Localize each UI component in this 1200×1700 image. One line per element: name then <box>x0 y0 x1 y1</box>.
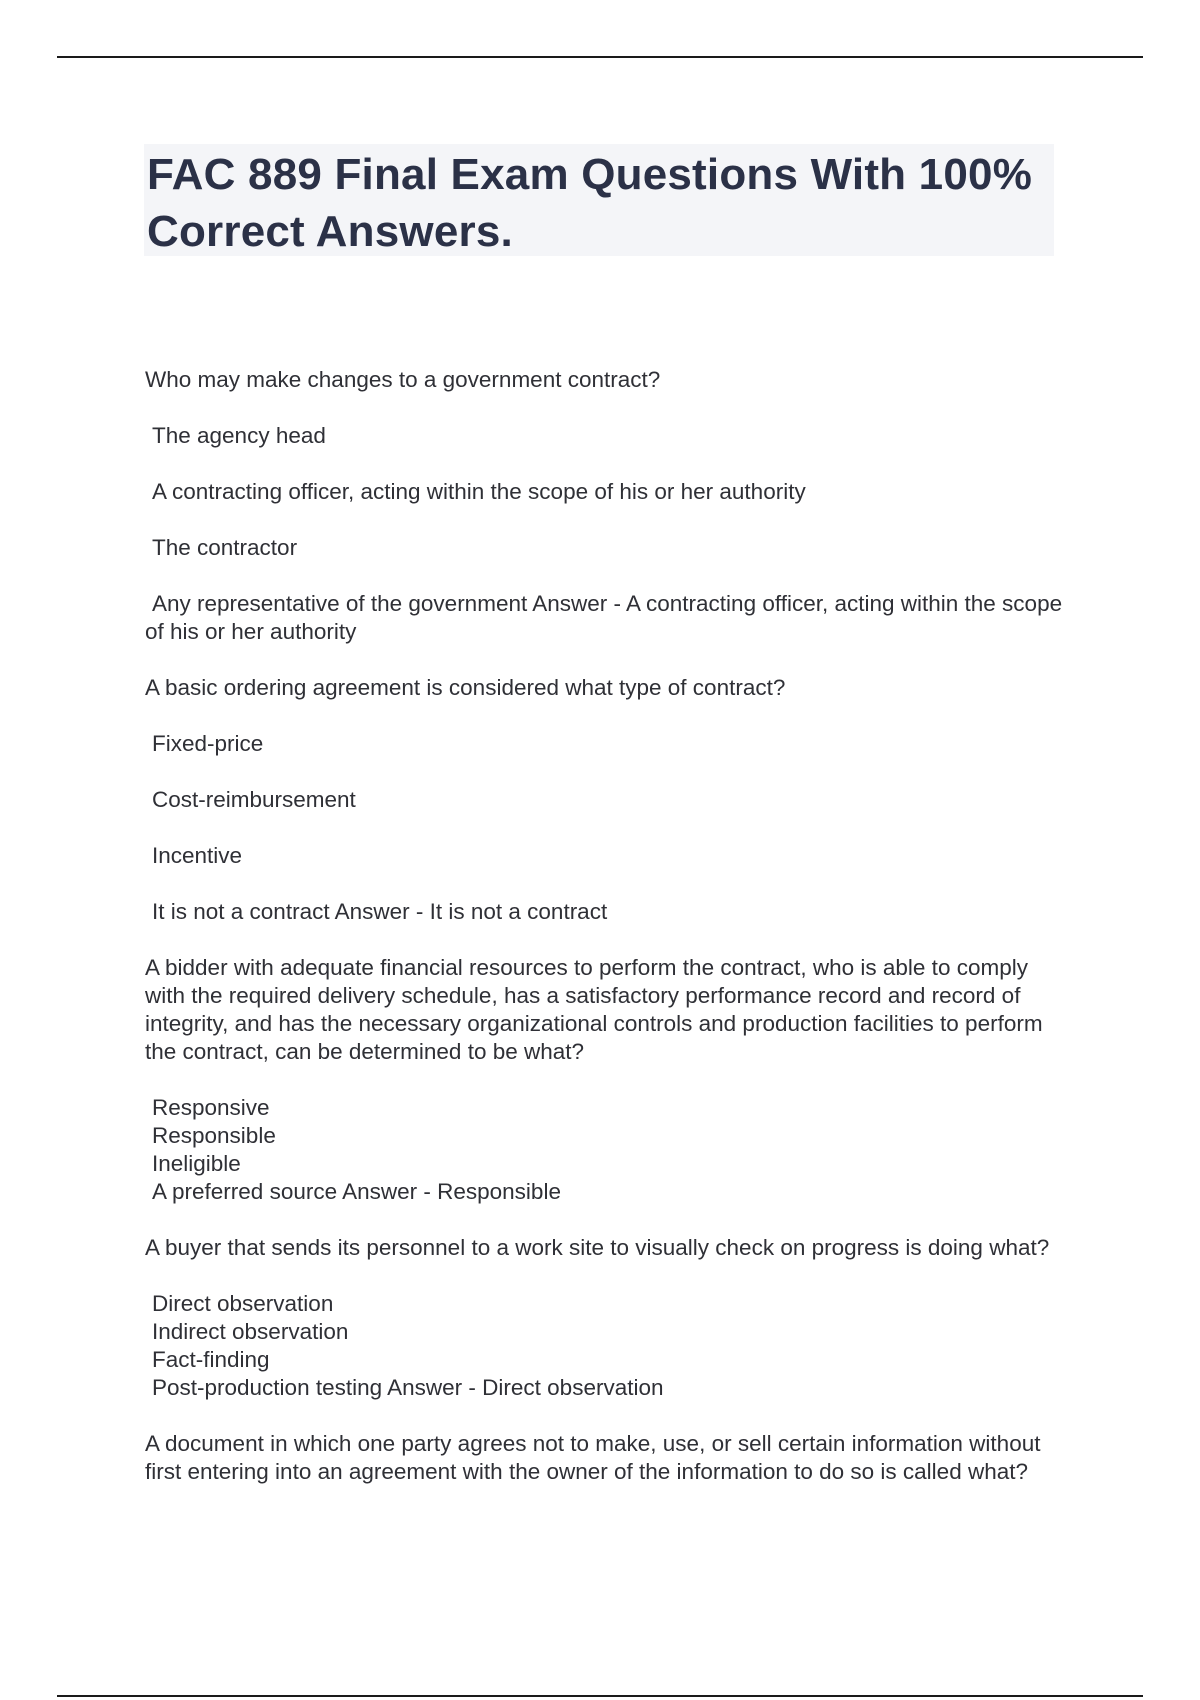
answer-option: Cost-reimbursement <box>152 787 356 812</box>
answer-option: Incentive <box>152 843 243 868</box>
answer-option-with-answer: It is not a contract Answer - It is not a contract <box>152 899 608 924</box>
answer-options-group <box>145 1290 1065 1402</box>
answer-option: Responsive <box>152 1095 270 1120</box>
question-text: A basic ordering agreement is considered what type of contract? <box>145 675 786 700</box>
answer-option: The agency head <box>152 423 326 448</box>
top-rule <box>57 56 1143 58</box>
answer-option: Direct observation <box>152 1291 334 1316</box>
question-text: Who may make changes to a government contract? <box>145 367 661 392</box>
bottom-rule <box>57 1695 1143 1697</box>
question-text: A buyer that sends its personnel to a work site to visually check on progress is doing what? <box>145 1235 1050 1260</box>
answer-option: A contracting officer, acting within the scope of his or her authority <box>152 479 806 504</box>
answer-option: Indirect observation <box>152 1319 349 1344</box>
answer-option: Responsible <box>152 1123 276 1148</box>
answer-option-with-answer: Post-production testing Answer - Direct observation <box>152 1375 664 1400</box>
answer-option: Ineligible <box>152 1151 241 1176</box>
question-text: A document in which one party agrees not to make, use, or sell certain information without first entering into an agreement with the owner of the information to do so is called what? <box>145 1431 1041 1484</box>
answer-option-with-answer: A preferred source Answer - Responsible <box>152 1179 561 1204</box>
question-text: A bidder with adequate financial resources to perform the contract, who is able to comply with the required delivery schedule, has a satisfactory performance record and record of integrity, and has the necessary organizational controls and production facilities to perform the contract, can be determined to be what? <box>145 955 1043 1064</box>
document-title: FAC 889 Final Exam Questions With 100% Correct Answers. <box>147 150 1033 256</box>
document-body <box>145 366 1065 1514</box>
title-block <box>144 144 1054 256</box>
answer-option: The contractor <box>152 535 298 560</box>
answer-options-group <box>145 1094 1065 1206</box>
answer-option: Fact-finding <box>152 1347 270 1372</box>
answer-option: Fixed-price <box>152 731 264 756</box>
answer-option-with-answer: Any representative of the government Answer - A contracting officer, acting within the scope of his or her authority <box>145 591 1063 644</box>
